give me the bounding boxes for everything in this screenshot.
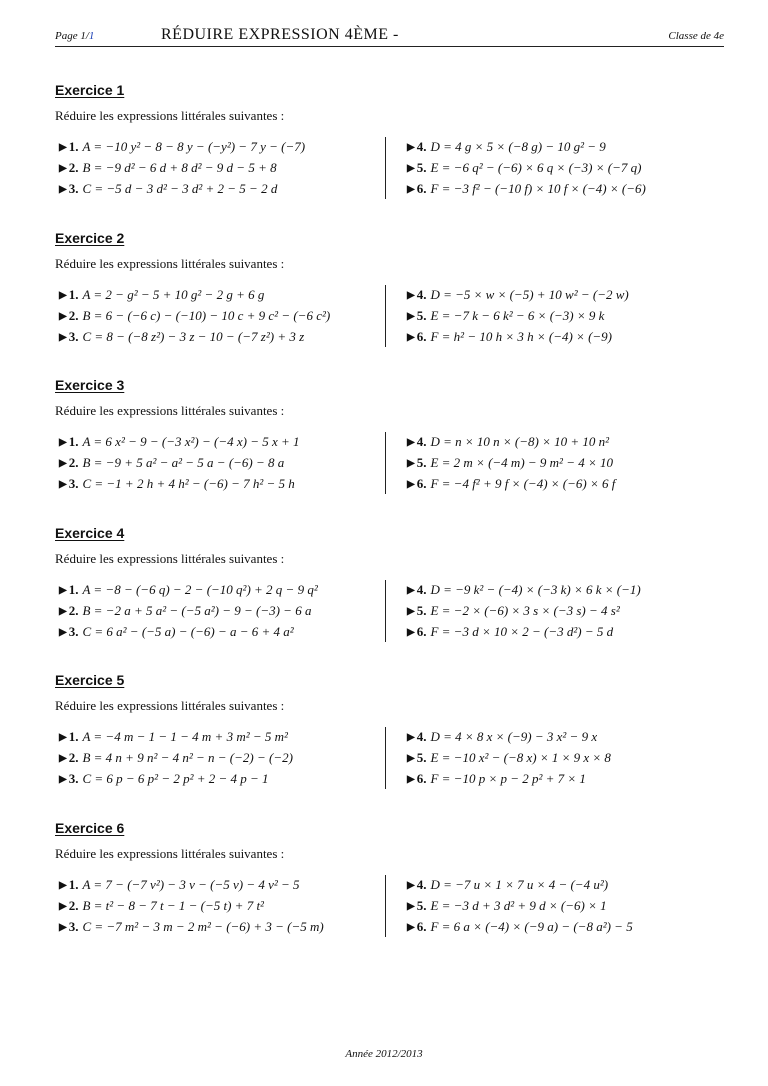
exercise-item bbox=[59, 621, 379, 642]
item-number: ▶ 4. bbox=[407, 582, 426, 597]
page-number-label: Page 1/ bbox=[55, 30, 89, 42]
exercise-right-column bbox=[407, 431, 725, 494]
exercise-item bbox=[59, 452, 379, 473]
item-expression: C = −7 m² − 3 m − 2 m² − (−6) + 3 − (−5 m) bbox=[82, 919, 324, 934]
item-expression: B = −2 a + 5 a² − (−5 a²) − 9 − (−3) − 6 a bbox=[82, 603, 312, 618]
exercise-item bbox=[407, 473, 725, 494]
exercise-item bbox=[59, 895, 379, 916]
exercise-item bbox=[59, 284, 379, 305]
exercise-item bbox=[407, 621, 725, 642]
item-expression: A = 2 − g² − 5 + 10 g² − 2 g + 6 g bbox=[82, 287, 265, 302]
class-label: Classe de 4e bbox=[668, 30, 724, 42]
page-footer: Année 2012/2013 bbox=[345, 1048, 423, 1060]
exercise-instruction: Réduire les expressions littérales suivantes : bbox=[55, 256, 285, 271]
exercise-instruction: Réduire les expressions littérales suivantes : bbox=[55, 108, 285, 123]
exercise-item bbox=[407, 600, 725, 621]
document-title: RÉDUIRE EXPRESSION 4ÈME - bbox=[161, 26, 399, 43]
item-expression: C = −1 + 2 h + 4 h² − (−6) − 7 h² − 5 h bbox=[82, 476, 295, 491]
item-expression: F = 6 a × (−4) × (−9 a) − (−8 a²) − 5 bbox=[430, 919, 633, 934]
exercise-title: Exercice 5 bbox=[55, 672, 125, 688]
item-number: ▶ 5. bbox=[407, 750, 426, 765]
item-number: ▶ 2. bbox=[59, 750, 78, 765]
item-expression: D = n × 10 n × (−8) × 10 + 10 n² bbox=[430, 434, 610, 449]
exercise-title: Exercice 6 bbox=[55, 820, 125, 836]
item-expression: C = 6 a² − (−5 a) − (−6) − a − 6 + 4 a² bbox=[82, 624, 294, 639]
item-number: ▶ 2. bbox=[59, 160, 78, 175]
exercise-item bbox=[407, 305, 725, 326]
item-number: ▶ 2. bbox=[59, 455, 78, 470]
exercise-item bbox=[59, 326, 379, 347]
exercise-item bbox=[407, 136, 725, 157]
item-number: ▶ 3. bbox=[59, 919, 78, 934]
column-separator bbox=[385, 875, 386, 937]
item-number: ▶ 1. bbox=[59, 287, 78, 302]
item-number: ▶ 2. bbox=[59, 308, 78, 323]
item-expression: B = −9 d² − 6 d + 8 d² − 9 d − 5 + 8 bbox=[82, 160, 277, 175]
exercise-left-column bbox=[59, 726, 379, 789]
exercise-item bbox=[59, 726, 379, 747]
exercise-item bbox=[59, 600, 379, 621]
item-expression: C = 8 − (−8 z²) − 3 z − 10 − (−7 z²) + 3 z bbox=[82, 329, 305, 344]
item-expression: E = −7 k − 6 k² − 6 × (−3) × 9 k bbox=[430, 308, 605, 323]
item-number: ▶ 3. bbox=[59, 624, 78, 639]
item-number: ▶ 1. bbox=[59, 877, 78, 892]
exercise-instruction: Réduire les expressions littérales suivantes : bbox=[55, 551, 285, 566]
item-number: ▶ 1. bbox=[59, 139, 78, 154]
item-expression: D = 4 g × 5 × (−8 g) − 10 g² − 9 bbox=[430, 139, 606, 154]
exercise-item bbox=[407, 874, 725, 895]
item-number: ▶ 3. bbox=[59, 771, 78, 786]
exercise-instruction: Réduire les expressions littérales suivantes : bbox=[55, 698, 285, 713]
exercise-left-column bbox=[59, 874, 379, 937]
item-expression: C = 6 p − 6 p² − 2 p² + 2 − 4 p − 1 bbox=[82, 771, 269, 786]
exercise-item bbox=[407, 178, 725, 199]
item-number: ▶ 6. bbox=[407, 919, 426, 934]
exercise-item bbox=[59, 473, 379, 494]
item-number: ▶ 6. bbox=[407, 181, 426, 196]
exercise-left-column bbox=[59, 284, 379, 347]
exercise-item bbox=[59, 747, 379, 768]
item-number: ▶ 3. bbox=[59, 181, 78, 196]
item-expression: D = 4 × 8 x × (−9) − 3 x² − 9 x bbox=[430, 729, 598, 744]
exercise-item bbox=[407, 326, 725, 347]
page-header bbox=[55, 24, 724, 47]
item-number: ▶ 1. bbox=[59, 582, 78, 597]
item-expression: E = 2 m × (−4 m) − 9 m² − 4 × 10 bbox=[430, 455, 613, 470]
exercise-item bbox=[59, 579, 379, 600]
item-number: ▶ 5. bbox=[407, 308, 426, 323]
exercise-item bbox=[59, 157, 379, 178]
item-number: ▶ 4. bbox=[407, 877, 426, 892]
item-number: ▶ 4. bbox=[407, 287, 426, 302]
exercise-item bbox=[407, 452, 725, 473]
exercise-item bbox=[407, 284, 725, 305]
exercise-right-column bbox=[407, 726, 725, 789]
item-expression: F = −10 p × p − 2 p² + 7 × 1 bbox=[430, 771, 586, 786]
exercise-item bbox=[407, 431, 725, 452]
item-number: ▶ 2. bbox=[59, 898, 78, 913]
item-expression: A = 7 − (−7 v²) − 3 v − (−5 v) − 4 v² − 5 bbox=[82, 877, 300, 892]
exercise-right-column bbox=[407, 284, 725, 347]
item-expression: E = −6 q² − (−6) × 6 q × (−3) × (−7 q) bbox=[430, 160, 642, 175]
exercise-item bbox=[407, 157, 725, 178]
item-number: ▶ 4. bbox=[407, 139, 426, 154]
exercise-right-column bbox=[407, 136, 725, 199]
item-expression: B = 4 n + 9 n² − 4 n² − n − (−2) − (−2) bbox=[82, 750, 293, 765]
exercise-title: Exercice 4 bbox=[55, 525, 125, 541]
item-number: ▶ 4. bbox=[407, 729, 426, 744]
exercise-item bbox=[407, 768, 725, 789]
exercise-left-column bbox=[59, 579, 379, 642]
exercise-2 bbox=[55, 230, 725, 370]
item-expression: B = −9 + 5 a² − a² − 5 a − (−6) − 8 a bbox=[82, 455, 285, 470]
exercise-title: Exercice 2 bbox=[55, 230, 125, 246]
item-number: ▶ 5. bbox=[407, 160, 426, 175]
item-expression: E = −3 d + 3 d² + 9 d × (−6) × 1 bbox=[430, 898, 607, 913]
exercise-1 bbox=[55, 82, 725, 222]
item-expression: A = −8 − (−6 q) − 2 − (−10 q²) + 2 q − 9 q² bbox=[82, 582, 318, 597]
item-expression: F = h² − 10 h × 3 h × (−4) × (−9) bbox=[430, 329, 613, 344]
exercise-item bbox=[407, 726, 725, 747]
exercise-6 bbox=[55, 820, 725, 960]
exercise-item bbox=[59, 768, 379, 789]
column-separator bbox=[385, 727, 386, 789]
exercise-item bbox=[59, 178, 379, 199]
item-expression: D = −5 × w × (−5) + 10 w² − (−2 w) bbox=[430, 287, 629, 302]
item-expression: D = −9 k² − (−4) × (−3 k) × 6 k × (−1) bbox=[430, 582, 641, 597]
item-number: ▶ 2. bbox=[59, 603, 78, 618]
exercise-item bbox=[59, 431, 379, 452]
item-expression: A = −4 m − 1 − 1 − 4 m + 3 m² − 5 m² bbox=[82, 729, 288, 744]
item-expression: F = −4 f² + 9 f × (−4) × (−6) × 6 f bbox=[430, 476, 616, 491]
item-expression: F = −3 f² − (−10 f) × 10 f × (−4) × (−6) bbox=[430, 181, 646, 196]
item-number: ▶ 6. bbox=[407, 476, 426, 491]
item-number: ▶ 3. bbox=[59, 476, 78, 491]
item-expression: E = −10 x² − (−8 x) × 1 × 9 x × 8 bbox=[430, 750, 611, 765]
item-number: ▶ 1. bbox=[59, 434, 78, 449]
exercise-5 bbox=[55, 672, 725, 812]
item-expression: E = −2 × (−6) × 3 s × (−3 s) − 4 s² bbox=[430, 603, 620, 618]
item-number: ▶ 1. bbox=[59, 729, 78, 744]
item-expression: B = t² − 8 − 7 t − 1 − (−5 t) + 7 t² bbox=[82, 898, 264, 913]
item-number: ▶ 6. bbox=[407, 624, 426, 639]
item-expression: A = −10 y² − 8 − 8 y − (−y²) − 7 y − (−7) bbox=[82, 139, 306, 154]
exercise-instruction: Réduire les expressions littérales suivantes : bbox=[55, 846, 285, 861]
exercise-instruction: Réduire les expressions littérales suivantes : bbox=[55, 403, 285, 418]
item-number: ▶ 5. bbox=[407, 455, 426, 470]
column-separator bbox=[385, 137, 386, 199]
exercise-title: Exercice 3 bbox=[55, 377, 125, 393]
exercise-item bbox=[59, 916, 379, 937]
column-separator bbox=[385, 285, 386, 347]
exercise-3 bbox=[55, 377, 725, 517]
exercise-item bbox=[407, 895, 725, 916]
exercise-item bbox=[407, 916, 725, 937]
exercise-item bbox=[407, 747, 725, 768]
exercise-right-column bbox=[407, 579, 725, 642]
exercise-left-column bbox=[59, 136, 379, 199]
page-number bbox=[55, 30, 94, 42]
column-separator bbox=[385, 580, 386, 642]
exercise-title: Exercice 1 bbox=[55, 82, 125, 98]
exercise-left-column bbox=[59, 431, 379, 494]
item-number: ▶ 4. bbox=[407, 434, 426, 449]
column-separator bbox=[385, 432, 386, 494]
exercise-item bbox=[59, 136, 379, 157]
exercise-right-column bbox=[407, 874, 725, 937]
item-expression: B = 6 − (−6 c) − (−10) − 10 c + 9 c² − (−6 c²) bbox=[82, 308, 331, 323]
exercise-4 bbox=[55, 525, 725, 665]
exercise-item bbox=[59, 305, 379, 326]
item-number: ▶ 6. bbox=[407, 329, 426, 344]
exercise-item bbox=[59, 874, 379, 895]
item-number: ▶ 5. bbox=[407, 898, 426, 913]
item-number: ▶ 3. bbox=[59, 329, 78, 344]
item-expression: A = 6 x² − 9 − (−3 x²) − (−4 x) − 5 x + 1 bbox=[82, 434, 300, 449]
item-expression: F = −3 d × 10 × 2 − (−3 d²) − 5 d bbox=[430, 624, 614, 639]
item-number: ▶ 5. bbox=[407, 603, 426, 618]
item-expression: D = −7 u × 1 × 7 u × 4 − (−4 u²) bbox=[430, 877, 609, 892]
page-total[interactable]: 1 bbox=[88, 30, 95, 42]
item-number: ▶ 6. bbox=[407, 771, 426, 786]
exercise-item bbox=[407, 579, 725, 600]
item-expression: C = −5 d − 3 d² − 3 d² + 2 − 5 − 2 d bbox=[82, 181, 278, 196]
